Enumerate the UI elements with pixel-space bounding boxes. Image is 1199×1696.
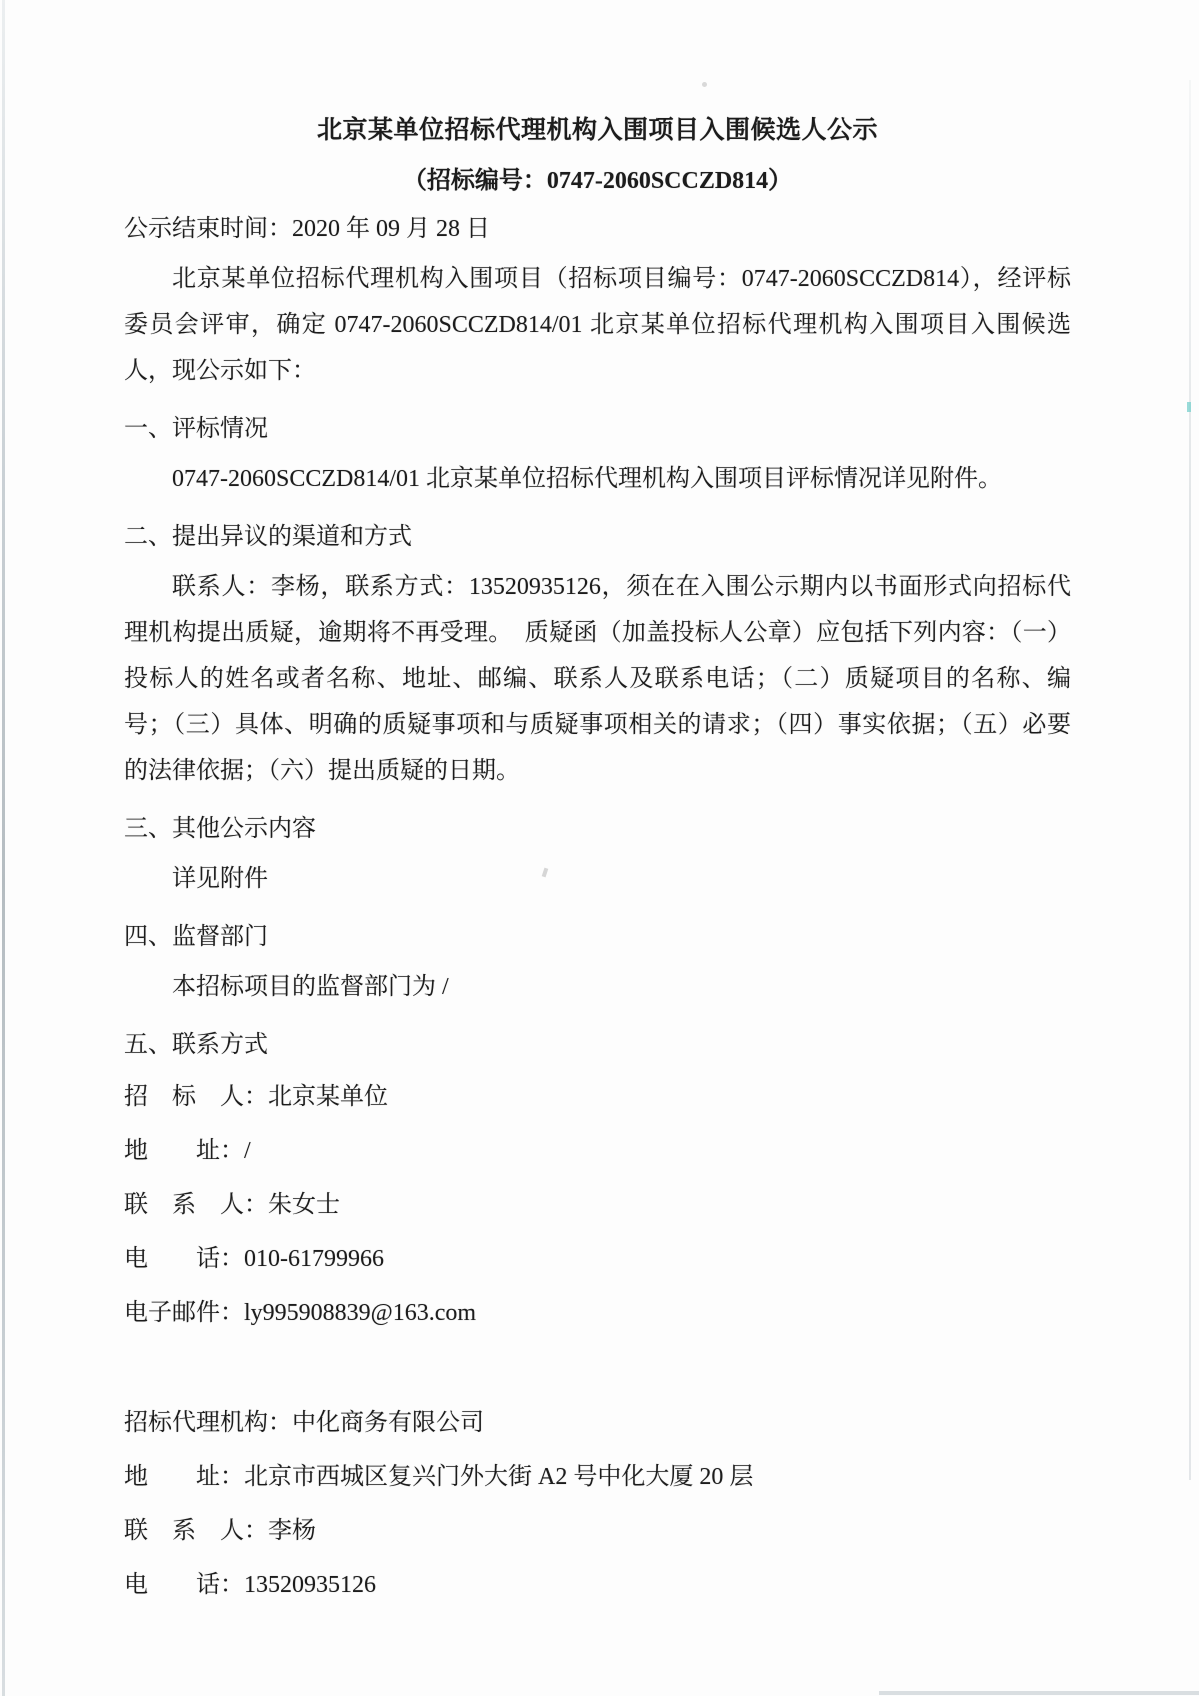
tenderer-email-value: ly995908839@163.com bbox=[244, 1300, 477, 1326]
section-heading-supervision: 四、监督部门 bbox=[124, 924, 268, 950]
agency-contact-person-line bbox=[124, 1504, 1071, 1558]
agency-address-line bbox=[124, 1450, 1071, 1504]
tenderer-contact-block bbox=[124, 1070, 1071, 1340]
section-body-objection: 联系人：李杨，联系方式：13520935126，须在在入围公示期内以书面形式向招标代理机构提出质疑，逾期将不再受理。 质疑函（加盖投标人公章）应包括下列内容：（一）投标人的姓名或者名称、地址、邮编、联系人及联系电话；（二）质疑项目的名称、编号；（三）具体、明确的质疑事项和与质疑事项相关的请求；（四）事实依据；（五）必要的法律依据；（六）提出质疑的日期。 bbox=[124, 574, 1071, 784]
tenderer-phone-label: 电 话： bbox=[124, 1246, 244, 1272]
tenderer-address-value: / bbox=[244, 1138, 251, 1164]
section-body-evaluation: 0747-2060SCCZD814/01 北京某单位招标代理机构入围项目评标情况详见附件。 bbox=[172, 466, 1003, 492]
tenderer-name-label: 招 标 人： bbox=[124, 1084, 268, 1110]
tenderer-phone-value: 010-61799966 bbox=[244, 1246, 384, 1272]
page-title: 北京某单位招标代理机构入围项目入围候选人公示 bbox=[316, 117, 878, 144]
tenderer-contact-person-label: 联 系 人： bbox=[124, 1192, 268, 1218]
section-heading-evaluation: 一、评标情况 bbox=[124, 416, 268, 442]
agency-org-line bbox=[124, 1396, 1071, 1450]
tenderer-name-value: 北京某单位 bbox=[268, 1084, 388, 1110]
tenderer-contact-person-value: 朱女士 bbox=[268, 1192, 340, 1218]
scan-artifact-teal-tick bbox=[1187, 402, 1191, 412]
tenderer-address-label: 地 址： bbox=[124, 1138, 244, 1164]
agency-phone-value: 13520935126 bbox=[244, 1572, 376, 1598]
agency-org-label: 招标代理机构： bbox=[124, 1410, 292, 1436]
agency-phone-line bbox=[124, 1558, 1071, 1612]
scan-artifact-left-edge bbox=[2, 0, 5, 1696]
agency-contact-block bbox=[124, 1396, 1071, 1612]
tender-number-subtitle: （招标编号：0747-2060SCCZD814） bbox=[402, 168, 793, 194]
agency-address-value: 北京市西城区复兴门外大街 A2 号中化大厦 20 层 bbox=[244, 1464, 754, 1490]
tenderer-email-label: 电子邮件： bbox=[124, 1300, 244, 1326]
section-body-other: 详见附件 bbox=[172, 866, 268, 892]
scan-artifact-bottom-edge bbox=[879, 1691, 1199, 1695]
agency-contact-person-label: 联 系 人： bbox=[124, 1518, 268, 1544]
scan-speck-top bbox=[702, 82, 707, 87]
tenderer-email-line bbox=[124, 1286, 1071, 1340]
section-heading-contact: 五、联系方式 bbox=[124, 1032, 268, 1058]
tenderer-name-line bbox=[124, 1070, 1071, 1124]
deadline-line: 公示结束时间：2020 年 09 月 28 日 bbox=[124, 216, 490, 242]
scan-artifact-right-edge bbox=[1189, 80, 1191, 1480]
tenderer-phone-line bbox=[124, 1232, 1071, 1286]
agency-org-value: 中化商务有限公司 bbox=[292, 1410, 484, 1436]
section-body-supervision: 本招标项目的监督部门为 / bbox=[172, 974, 449, 1000]
section-heading-objection: 二、提出异议的渠道和方式 bbox=[124, 524, 412, 550]
agency-contact-person-value: 李杨 bbox=[268, 1518, 316, 1544]
agency-phone-label: 电 话： bbox=[124, 1572, 244, 1598]
tenderer-address-line bbox=[124, 1124, 1071, 1178]
agency-address-label: 地 址： bbox=[124, 1464, 244, 1490]
intro-paragraph: 北京某单位招标代理机构入围项目（招标项目编号：0747-2060SCCZD814），经评标委员会评审，确定 0747-2060SCCZD814/01 北京某单位招标代理机构入围项目入围候选人，现公示如下： bbox=[124, 266, 1071, 384]
section-heading-other: 三、其他公示内容 bbox=[124, 816, 316, 842]
tenderer-contact-person-line bbox=[124, 1178, 1071, 1232]
